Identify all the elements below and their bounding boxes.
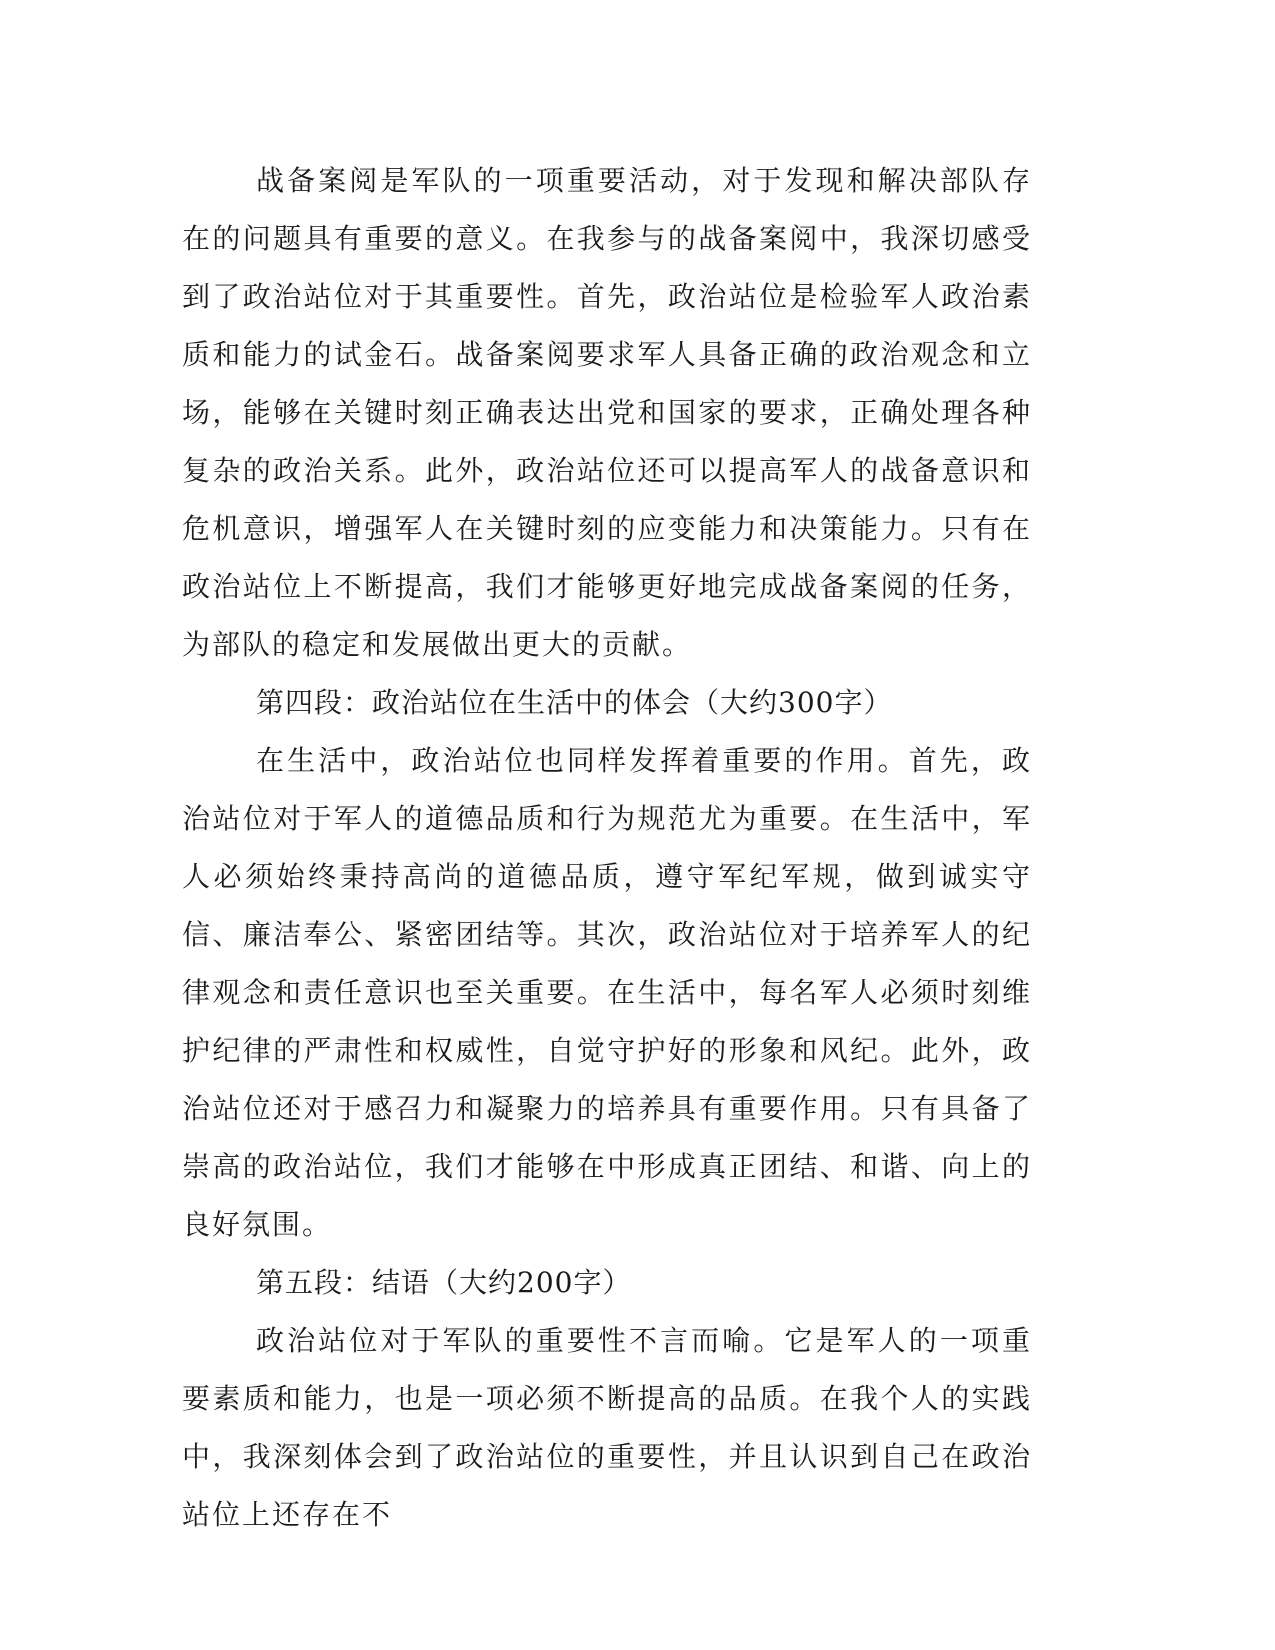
paragraph-combat-review: 战备案阅是军队的一项重要活动，对于发现和解决部队存在的问题具有重要的意义。在我参与的战备案阅中，我深切感受到了政治站位对于其重要性。首先，政治站位是检验军人政治素质和能力的试金石。战备案阅要求军人具备正确的政治观念和立场，能够在关键时刻正确表达出党和国家的要求，正确处理各种复杂的政治关系。此外，政治站位还可以提高军人的战备意识和危机意识，增强军人在关键时刻的应变能力和决策能力。只有在政治站位上不断提高，我们才能够更好地完成战备案阅的任务，为部队的稳定和发展做出更大的贡献。	[182, 164, 1032, 661]
paragraph-conclusion: 政治站位对于军队的重要性不言而喻。它是军人的一项重要素质和能力，也是一项必须不断提高的品质。在我个人的实践中，我深刻体会到了政治站位的重要性，并且认识到自己在政治站位上还存在不	[182, 1324, 1032, 1531]
section-heading-part-five: 第五段：结语（大约200字）	[256, 1266, 632, 1299]
section-heading-part-four: 第四段：政治站位在生活中的体会（大约300字）	[256, 686, 893, 719]
paragraph-daily-life: 在生活中，政治站位也同样发挥着重要的作用。首先，政治站位对于军人的道德品质和行为规范尤为重要。在生活中，军人必须始终秉持高尚的道德品质，遵守军纪军规，做到诚实守信、廉洁奉公、紧密团结等。其次，政治站位对于培养军人的纪律观念和责任意识也至关重要。在生活中，每名军人必须时刻维护纪律的严肃性和权威性，自觉守护好的形象和风纪。此外，政治站位还对于感召力和凝聚力的培养具有重要作用。只有具备了崇高的政治站位，我们才能够在中形成真正团结、和谐、向上的良好氛围。	[182, 744, 1032, 1241]
document-body	[182, 152, 1032, 1544]
